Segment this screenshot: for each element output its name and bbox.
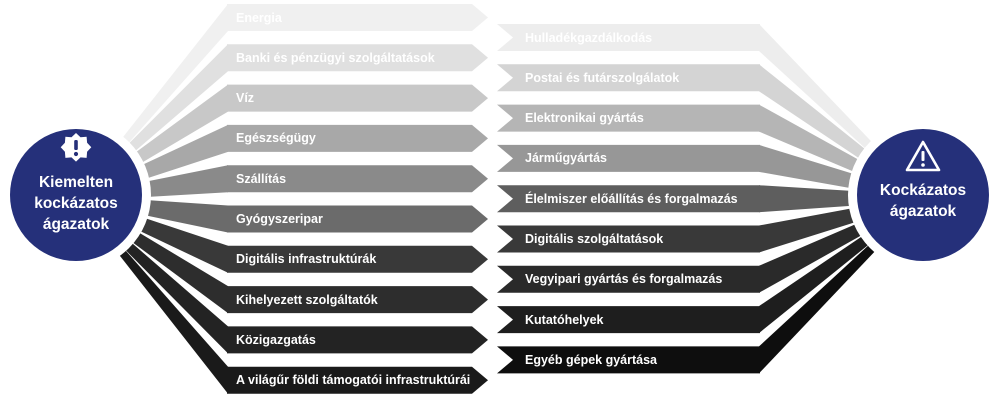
left-sector-label: Szállítás	[236, 171, 287, 186]
right-hub-line: ágazatok	[889, 203, 957, 220]
left-hub-line: kockázatos	[34, 195, 118, 212]
right-sector-label: Kutatóhelyek	[525, 312, 604, 327]
right-hub-title	[853, 180, 993, 222]
left-sector-label: Digitális infrastruktúrák	[236, 252, 377, 267]
right-sector-label: Hulladékgazdálkodás	[525, 30, 653, 45]
right-sector-label: Járműgyártás	[525, 151, 607, 166]
left-sector-label: Energia	[236, 10, 282, 25]
right-sector-label: Élelmiszer előállítás és forgalmazás	[525, 191, 738, 206]
left-sector-label: Gyógyszeripar	[236, 212, 323, 226]
left-hub-line: ágazatok	[42, 216, 110, 233]
left-sector-label: Egészségügy	[236, 131, 316, 146]
right-sector-label: Elektronikai gyártás	[525, 111, 644, 126]
right-sector-label: Digitális szolgáltatások	[525, 232, 664, 246]
right-sector-label: Egyéb gépek gyártása	[525, 352, 658, 367]
left-sector-label: Víz	[236, 91, 255, 106]
right-hub-line: Kockázatos	[879, 182, 967, 199]
left-sector-label: Banki és pénzügyi szolgáltatások	[236, 50, 435, 65]
left-sector-banner	[227, 85, 488, 112]
left-hub-line: Kiemelten	[38, 174, 114, 191]
left-sector-label: Kihelyezett szolgáltatók	[236, 292, 378, 307]
left-sector-label: A világűr földi támogatói infrastruktúrái	[236, 373, 471, 388]
right-sector-label: Vegyipari gyártás és forgalmazás	[525, 272, 723, 287]
left-sector-label: Közigazgatás	[236, 332, 316, 347]
right-sector-label: Postai és futárszolgálatok	[525, 70, 680, 85]
left-hub-title	[6, 172, 146, 235]
